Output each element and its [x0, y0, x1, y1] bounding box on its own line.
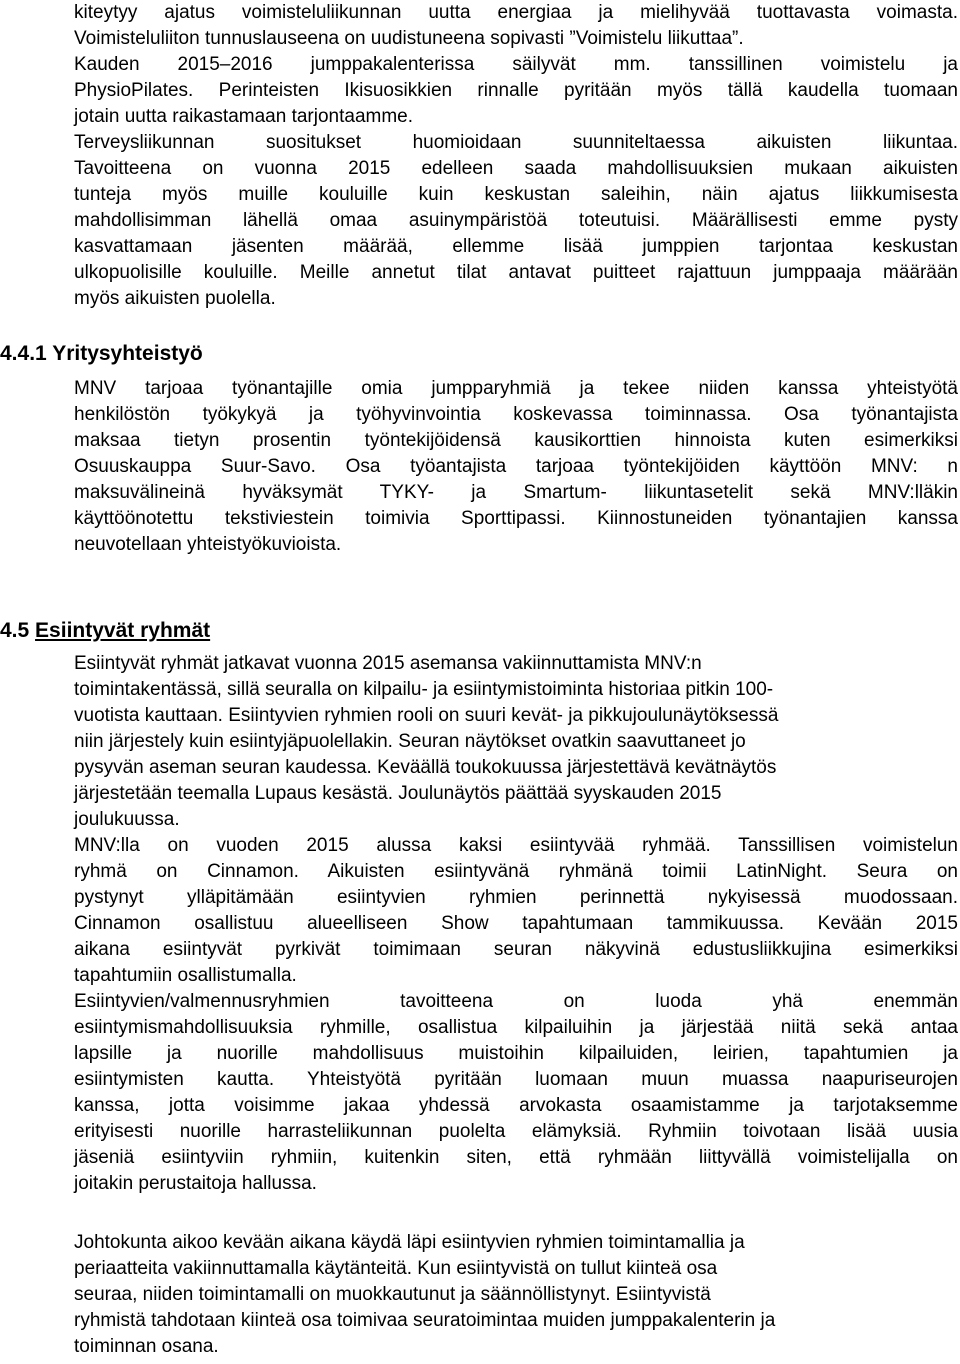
text-line: toimintakentässä, sillä seuralla on kilpailu- ja esiintymistoiminta historiaa pitkin 100-: [74, 679, 774, 700]
text-line: tunteja myös muille kouluille kuin keskustan saleihin, näin ajatus liikkumisesta: [74, 184, 958, 205]
text-line: mahdollisimman lähellä omaa asuinympäristöä toteutuisi. Määrällisesti emme pysty: [74, 210, 958, 231]
section-number: 4.4.1: [0, 342, 47, 365]
text-line: tapahtumiin osallistumalla.: [74, 965, 297, 986]
text-line: jotain uutta raikastamaan tarjontaamme.: [74, 106, 414, 127]
text-line: lapsille ja nuorille mahdollisuus muistoihin kilpailuiden, leirien, tapahtumien ja: [74, 1043, 958, 1064]
text-line: periaatteita vakiinnuttamalla käytänteitä. Kun esiintyvistä on tullut kiinteä osa: [74, 1258, 718, 1279]
text-line: Kauden 2015–2016 jumppakalenterissa säilyvät mm. tanssillinen voimistelu ja: [74, 54, 958, 75]
text-line: maksuvälineinä hyväksymät TYKY- ja Smartum- liikuntasetelit sekä MNV:lläkin: [74, 482, 958, 503]
text-line: Johtokunta aikoo kevään aikana käydä läpi esiintyvien ryhmien toimintamallia ja: [74, 1232, 745, 1253]
text-line: joitakin perustaitoja hallussa.: [74, 1173, 317, 1194]
text-line: myös aikuisten puolella.: [74, 288, 276, 309]
text-line: Tavoitteena on vuonna 2015 edelleen saada mahdollisuuksien mukaan aikuisten: [74, 158, 958, 179]
text-line: Voimisteluliiton tunnuslauseena on uudistuneena sopivasti ”Voimistelu liikuttaa”.: [74, 28, 744, 49]
text-line: aikana esiintyvät pyrkivät toimimaan seuran näkyvinä edustusliikkujina esimerkiksi: [74, 939, 958, 960]
text-line: Osuuskauppa Suur-Savo. Osa työantajista tarjoaa työntekijöiden käyttöön MNV: n: [74, 456, 958, 477]
text-line: maksaa tietyn prosentin työntekijöidensä kausikorttien hinnoista kuten esimerkiksi: [74, 430, 958, 451]
section-4-4-1-body: [74, 376, 958, 558]
text-line: käyttöönotettu tekstiviestein toimivia Sporttipassi. Kiinnostuneiden työnantajien kanssa: [74, 508, 958, 529]
text-line: kanssa, jotta voisimme jakaa yhdessä arvokasta osaamistamme ja tarjotaksemme: [74, 1095, 958, 1116]
text-line: toiminnan osana.: [74, 1336, 219, 1357]
text-line: erityisesti nuorille harrasteliikunnan puolelta elämyksiä. Ryhmiin toivotaan lisää uusia: [74, 1121, 958, 1142]
section-number: 4.5: [0, 619, 30, 642]
text-line: niin järjestely kuin esiintyjäpuolellakin. Seuran näytökset ovatkin saavuttaneet jo: [74, 731, 746, 752]
intro-paragraph: [74, 0, 958, 312]
section-heading-4-5: [0, 617, 210, 645]
text-line: ulkopuolisille kouluille. Meille annetut tilat antavat puitteet rajattuun jumppaaja määrään: [74, 262, 958, 283]
text-line: Cinnamon osallistuu alueelliseen Show tapahtumaan tammikuussa. Kevään 2015: [74, 913, 958, 934]
text-line: ryhmistä tahdotaan kiinteä osa toimivaa seuratoimintaa muiden jumppakalenterin ja: [74, 1310, 776, 1331]
text-line: vuotista kauttaan. Esiintyvien ryhmien rooli on suuri kevät- ja pikkujoulunäytöksessä: [74, 705, 779, 726]
text-line: esiintymisten kautta. Yhteistyötä pyritään luomaan muun muassa naapuriseurojen: [74, 1069, 958, 1090]
text-line: kasvattamaan jäsenten määrää, ellemme lisää jumppien tarjontaa keskustan: [74, 236, 958, 257]
text-line: kiteytyy ajatus voimisteluliikunnan uutta energiaa ja mielihyvää tuottavasta voimasta.: [74, 2, 958, 23]
text-line: ryhmä on Cinnamon. Aikuisten esiintyvänä ryhmänä toimii LatinNight. Seura on: [74, 861, 958, 882]
text-line: Esiintyvien/valmennusryhmien tavoitteena on luoda yhä enemmän: [74, 991, 958, 1012]
text-line: Esiintyvät ryhmät jatkavat vuonna 2015 asemansa vakiinnuttamista MNV:n: [74, 653, 702, 674]
text-line: esiintymismahdollisuuksia ryhmille, osallistua kilpailuihin ja järjestää niitä sekä antaa: [74, 1017, 958, 1038]
text-line: jäseniä esiintyviin ryhmiin, kuitenkin siten, että ryhmään liittyvällä voimistelijalla on: [74, 1147, 958, 1168]
text-line: henkilöstön työkykyä ja työhyvinvointia koskevassa toiminnassa. Osa työnantajista: [74, 404, 958, 425]
text-line: neuvotellaan yhteistyökuvioista.: [74, 534, 342, 555]
section-4-5-body: [74, 651, 958, 1197]
section-heading-4-4-1: [0, 340, 203, 368]
text-line: MNV:lla on vuoden 2015 alussa kaksi esiintyvää ryhmää. Tanssillisen voimistelun: [74, 835, 958, 856]
text-line: Terveysliikunnan suositukset huomioidaan suunniteltaessa aikuisten liikuntaa.: [74, 132, 958, 153]
section-title: Yritysyhteistyö: [52, 342, 203, 365]
text-line: joulukuussa.: [74, 809, 180, 830]
text-line: pystynyt ylläpitämään esiintyvien ryhmien perinnettä nykyisessä muodossaan.: [74, 887, 958, 908]
text-line: järjestetään teemalla Lupaus kesästä. Joulunäytös päättää syyskauden 2015: [74, 783, 722, 804]
text-line: PhysioPilates. Perinteisten Ikisuosikkien rinnalle pyritään myös tällä kaudella tuomaan: [74, 80, 958, 101]
section-title: Esiintyvät ryhmät: [35, 619, 211, 642]
text-line: seuraa, niiden toimintamalli on muokkautunut ja säännöllistynyt. Esiintyvistä: [74, 1284, 711, 1305]
section-4-5-closing: [74, 1230, 958, 1360]
text-line: pysyvän aseman seuran kaudessa. Keväällä toukokuussa järjestettävä kevätnäytös: [74, 757, 777, 778]
text-line: MNV tarjoaa työnantajille omia jumpparyhmiä ja tekee niiden kanssa yhteistyötä: [74, 378, 958, 399]
